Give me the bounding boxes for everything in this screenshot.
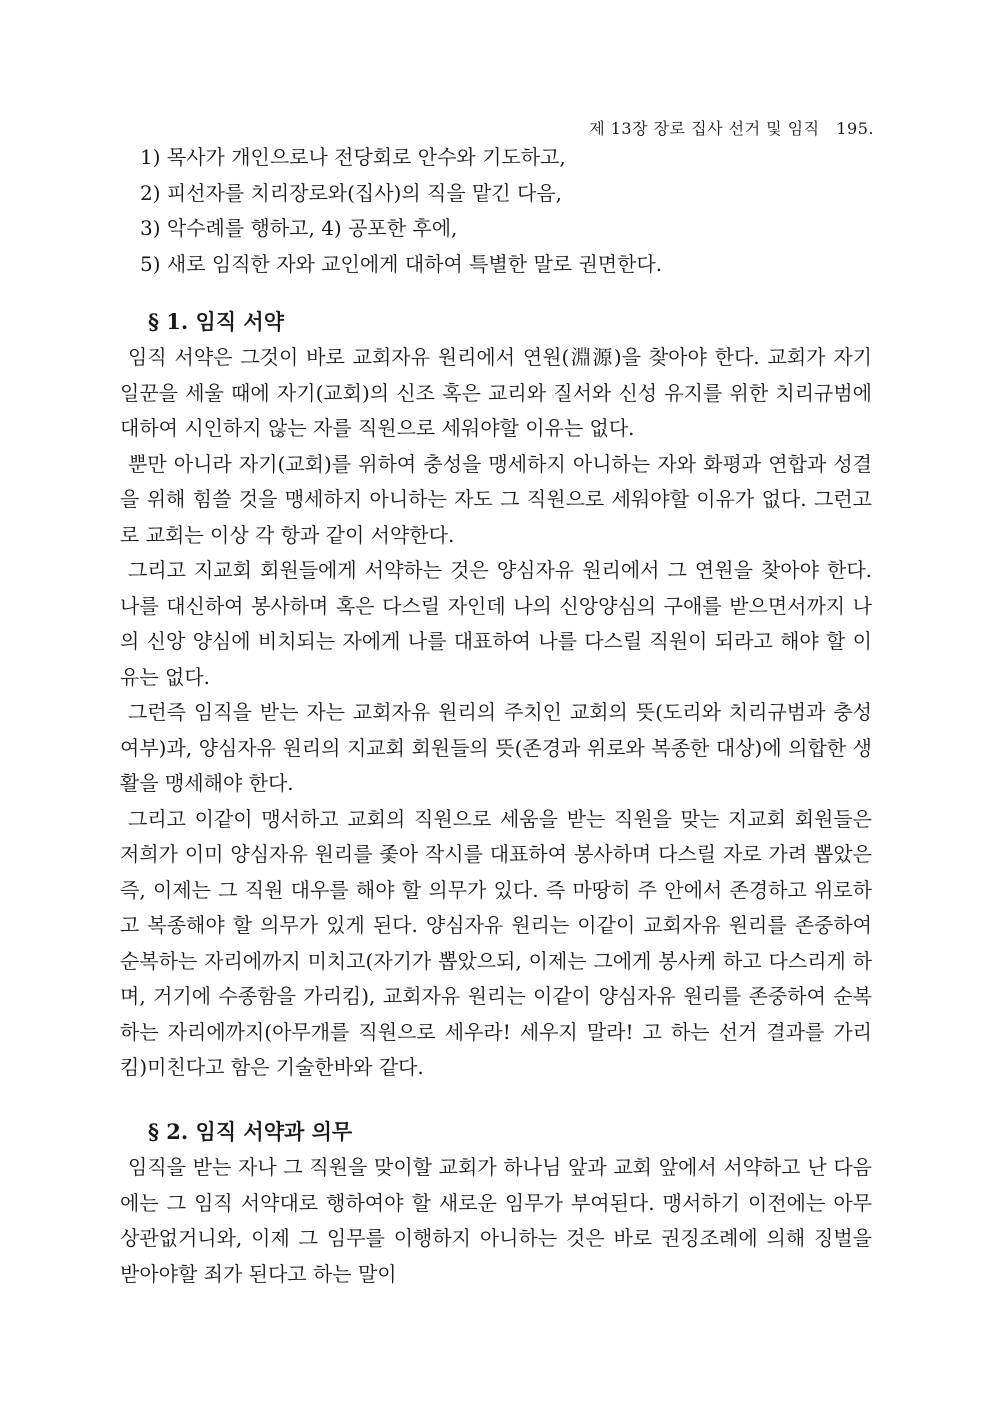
list-item: 3) 악수례를 행하고, 4) 공포한 후에,	[140, 216, 458, 240]
paragraph: 그리고 이같이 맹서하고 교회의 직원으로 세움을 받는 직원을 맞는 지교회 회원들은 저희가 이미 양심자유 원리를 좇아 작시를 대표하여 봉사하며 다스릴 자로 가려 뽑았은즉, 이제는 그 직원 대우를 해야 할 의무가 있다. 즉 마땅히 주 안에서 존경하고 위로하고 복종해야 할 의무가 있게 된다. 양심자유 원리는 이같이 교회자유 원리를 존중하여 순복하는 자리에까지 미치고(자기가 뽑았으되, 이제는 그에게 봉사케 하고 다스리게 하며, 거기에 수종함을 가리킴), 교회자유 원리는 이같이 양심자유 원리를 존중하여 순복하는 자리에까지(아무개를 직원으로 세우라! 세우지 말라! 고 하는 선거 결과를 가리킴)미친다고 함은 기술한바와 같다.	[120, 806, 872, 1079]
page-number: 195.	[836, 119, 874, 138]
paragraph: 뿐만 아니라 자기(교회)를 위하여 충성을 맹세하지 아니하는 자와 화평과 연합과 성결을 위해 힘쓸 것을 맹세하지 아니하는 자도 그 직원으로 세워야할 이유가 없다. 그런고로 교회는 이상 각 항과 같이 서약한다.	[120, 451, 872, 547]
paragraph: 그런즉 임직을 받는 자는 교회자유 원리의 주치인 교회의 뜻(도리와 치리규범과 충성 여부)과, 양심자유 원리의 지교회 회원들의 뜻(존경과 위로와 복종한 대상)에 의합한 생활을 맹세해야 한다.	[120, 700, 872, 795]
section-2-title: § 2. 임직 서약과 의무	[148, 1119, 353, 1144]
section-1-title: § 1. 임직 서약	[148, 309, 284, 334]
ordination-steps	[140, 140, 880, 282]
list-item: 1) 목사가 개인으로나 전당회로 안수와 기도하고,	[140, 145, 566, 169]
running-title: 제 13장 장로 집사 선거 및 임직	[589, 119, 820, 138]
section-2-body	[120, 1150, 872, 1292]
paragraph: 그리고 지교회 회원들에게 서약하는 것은 양심자유 원리에서 그 연원을 찾아야 한다. 나를 대신하여 봉사하며 혹은 다스릴 자인데 나의 신앙양심의 구애를 받으면서까지 나의 신앙 양심에 비치되는 자에게 나를 대표하여 나를 다스릴 직원이 되라고 해야 할 이유는 없다.	[120, 558, 872, 689]
section-1-body	[120, 340, 872, 1086]
paragraph: 임직을 받는 자나 그 직원을 맞이할 교회가 하나님 앞과 교회 앞에서 서약하고 난 다음에는 그 임직 서약대로 행하여야 할 새로운 임무가 부여된다. 맹서하기 이전에는 아무 상관없거니와, 이제 그 임무를 이행하지 아니하는 것은 바로 권징조례에 의해 징벌을 받아야할 죄가 된다고 하는 말이	[120, 1155, 872, 1286]
list-item: 2) 피선자를 치리장로와(집사)의 직을 맡긴 다음,	[140, 180, 563, 205]
paragraph: 임직 서약은 그것이 바로 교회자유 원리에서 연원(淵源)을 찾아야 한다. 교회가 자기 일꾼을 세울 때에 자기(교회)의 신조 혹은 교리와 질서와 신성 유지를 위한 치리규범에 대하여 시인하지 않는 자를 직원으로 세워야할 이유는 없다.	[120, 345, 872, 440]
list-item: 5) 새로 임직한 자와 교인에게 대하여 특별한 말로 권면한다.	[140, 251, 663, 276]
running-header	[589, 116, 874, 139]
